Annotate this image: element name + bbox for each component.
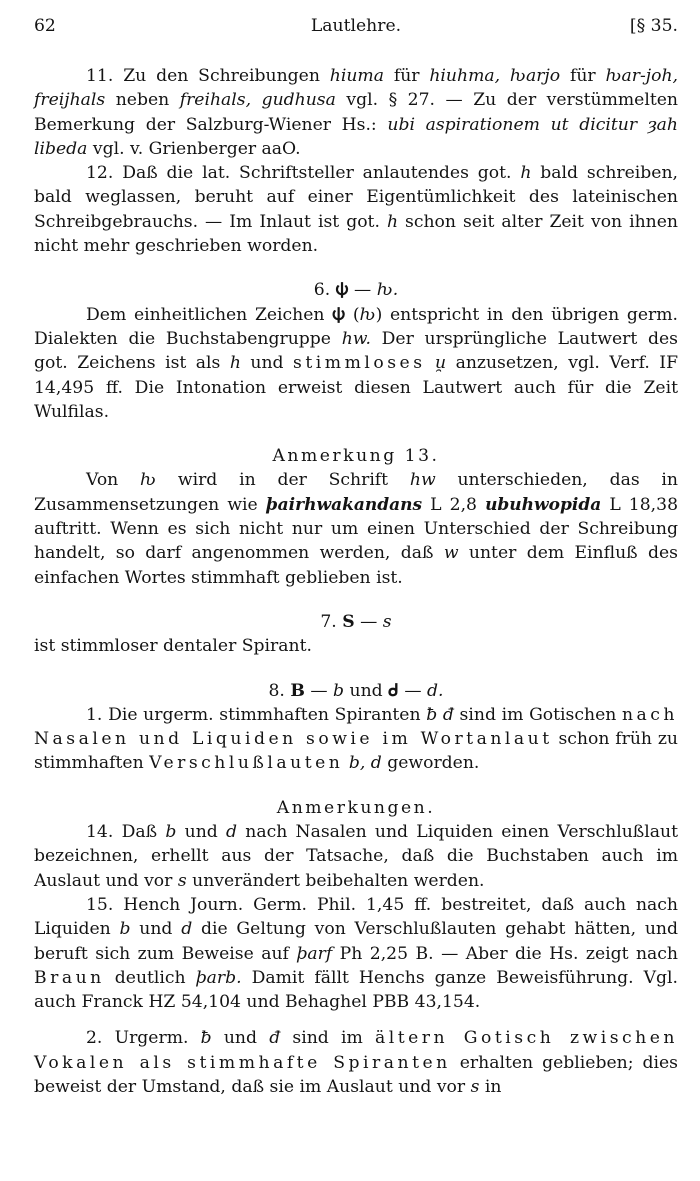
letter-group: hw: [409, 470, 436, 491]
section-number: 8.: [268, 680, 285, 701]
note-14: [34, 820, 678, 893]
text: die Geltung von Verschlußlauten gehabt hätten, und beruft sich zum Beweise auf: [34, 919, 678, 964]
page-number: 62: [34, 16, 56, 36]
text: neben: [105, 90, 180, 111]
spacer: [34, 258, 678, 278]
spacer: [34, 590, 678, 610]
gothic-letter: b: [165, 822, 177, 843]
latin-quote: ubi aspirationem ut dicitur ȝah libeda: [34, 114, 678, 159]
text: und: [176, 822, 227, 843]
section-number: 6.: [313, 280, 331, 301]
note-number: 12.: [86, 163, 114, 184]
gothic-word: ƕar-joh, freijhals: [34, 66, 678, 111]
text: Daß: [113, 822, 166, 843]
spacer: [34, 659, 678, 679]
gothic-letter: ƀ đ: [426, 704, 454, 725]
text: für: [383, 66, 430, 86]
text: Der ursprüngliche Lautwert des got. Zeichens ist als: [34, 328, 678, 374]
text: Ph 2,25 B. — Aber die Hs. zeigt nach: [332, 943, 678, 964]
gothic-sign: B: [290, 680, 305, 701]
text: unter dem Einfluß des einfachen Wortes stimmhaft geblieben ist.: [34, 543, 678, 588]
section-8-paragraph-1: [34, 703, 678, 776]
gothic-word: þarb.: [195, 967, 242, 988]
section-6-body: [34, 303, 678, 424]
text: Damit fällt Henchs ganze Beweisführung. Vgl. auch Franck HZ 54,104 und Behaghel PBB 43,154.: [34, 967, 678, 1013]
spacer: [34, 1014, 678, 1026]
gothic-letter: h: [229, 353, 241, 374]
section-7-body: ist stimmloser dentaler Spirant.: [34, 636, 312, 657]
gothic-letter: b, d: [348, 753, 382, 774]
text: Von: [86, 470, 141, 491]
gothic-word: freihals, gudhusa: [179, 90, 336, 111]
gothic-letter: b: [119, 919, 131, 940]
running-title: Lautlehre.: [310, 16, 402, 36]
gothic-letter: u̯: [435, 353, 447, 374]
transliteration: d.: [427, 680, 444, 701]
gothic-letter: s: [177, 870, 187, 891]
text: und: [211, 1028, 270, 1049]
note-11: [34, 64, 678, 161]
paragraph-number: 1.: [86, 704, 103, 725]
remarks-heading: Anmerkungen.: [276, 797, 436, 818]
gothic-word: þairhwakandans: [265, 494, 423, 515]
gothic-letter: h: [520, 163, 532, 184]
text: Hench Journ. Germ. Phil. 1,45 ff. bestreitet, daß auch nach Liquiden: [34, 894, 678, 940]
gothic-word: hiuhma, ƕarjo: [429, 66, 561, 86]
spacer: [34, 776, 678, 796]
section-7-heading: [34, 610, 678, 634]
dash: —: [354, 611, 383, 632]
remark-13-heading: Anmerkung 13.: [272, 446, 440, 467]
text: ) entspricht in den übrigen germ. Dialekten die Buchstabengruppe: [34, 304, 678, 349]
text: Urgerm.: [102, 1028, 201, 1049]
text: Die urgerm. stimmhaften Spiranten: [102, 704, 427, 725]
text: Daß die lat. Schriftsteller anlautendes got.: [113, 163, 521, 184]
text: sind im: [280, 1028, 375, 1049]
text: L 2,8: [422, 494, 486, 515]
text: vgl. § 27. — Zu der verstümmelten Bemerkung der Salzburg-Wiener Hs.:: [34, 90, 678, 135]
dash: —: [398, 680, 428, 701]
gothic-sign: 𐌸: [332, 304, 346, 325]
text: (: [345, 304, 360, 325]
remark-13-body: [34, 468, 678, 589]
dash: —: [348, 280, 377, 301]
transliteration: b: [333, 680, 345, 701]
paragraph-number: 2.: [86, 1028, 103, 1049]
transliteration: s: [382, 611, 392, 632]
section-reference: [§ 35.: [629, 16, 678, 36]
text: sind im Gotischen: [453, 704, 622, 725]
text: für: [560, 66, 606, 86]
letter-group: hw.: [341, 328, 371, 349]
text: geworden.: [381, 753, 480, 774]
text: vgl. v. Grienberger aaO.: [87, 138, 301, 159]
spaced-author-name: Braun: [34, 967, 105, 988]
gothic-letter: ƀ: [200, 1028, 212, 1049]
text: deutlich: [104, 967, 196, 988]
gothic-letter: đ: [269, 1028, 281, 1049]
section-6-heading: [34, 278, 678, 302]
text: bald schreiben, bald weglassen, beruht auf einer Eigentümlichkeit des lateinischen Schreibgebrauchs. — Im Inlaut ist got.: [34, 163, 678, 232]
text: erhalten geblieben; dies beweist der Umstand, daß sie im Auslaut und vor: [34, 1052, 678, 1097]
text: und: [344, 680, 389, 701]
text: L 18,38 auftritt. Wenn es sich nicht nur um einen Unterschied der Schreibung handelt, so darf angenommen werden, daß: [34, 494, 679, 564]
gothic-letter: d: [181, 919, 193, 940]
dash: —: [304, 680, 334, 701]
text: Dem einheitlichen Zeichen: [86, 304, 333, 325]
transliteration: ƕ.: [376, 280, 399, 301]
text: in: [479, 1076, 502, 1097]
note-12: [34, 161, 678, 258]
note-number: 14.: [86, 822, 114, 843]
text: Zu den Schreibungen: [113, 66, 330, 86]
gothic-word: hiuma: [329, 66, 384, 86]
note-number: 15.: [86, 894, 114, 915]
section-8-heading: [34, 679, 678, 703]
section-8-paragraph-2: [34, 1026, 678, 1099]
text: und: [130, 919, 182, 940]
gothic-word: þarf: [296, 943, 333, 964]
transliteration: ƕ: [140, 470, 157, 491]
transliteration: ƕ: [359, 304, 376, 325]
text: [426, 353, 436, 373]
text: schon seit alter Zeit von ihnen nicht mehr geschrieben worden.: [34, 211, 678, 257]
text: und: [240, 353, 294, 374]
spaced-emphasis: stimmloses: [293, 353, 426, 374]
text: anzusetzen, vgl. Verf. IF 14,495 ff. Die Intonation erweist diesen Lautwert auch für die Zeit Wulfilas.: [34, 353, 678, 422]
gothic-letter: h: [386, 211, 399, 232]
gothic-letter: s: [470, 1076, 480, 1097]
note-number: 11.: [86, 66, 114, 86]
spacer: [34, 424, 678, 444]
text: nach Nasalen und Liquiden einen Verschlußlaut bezeichnen, erhellt aus der Tatsache, daß die Buchstaben auch im Auslaut und vor: [34, 822, 679, 891]
spaced-emphasis: ältern Gotisch zwischen Vokalen als stimmhafte Spiranten: [34, 1028, 678, 1073]
spaced-emphasis: nach Nasalen und Liquiden sowie im Wortanlaut: [34, 704, 678, 750]
text: schon früh zu stimmhaften: [34, 729, 678, 774]
gothic-word: ubuhwopida: [485, 494, 602, 515]
gothic-sign: S: [342, 611, 355, 632]
gothic-sign: 𐌸: [335, 280, 349, 301]
gothic-letter: d: [226, 822, 238, 843]
page-header: [34, 10, 678, 40]
text: wird in der Schrift: [156, 470, 410, 491]
spaced-emphasis: Verschlußlauten: [149, 753, 344, 774]
text: unterschieden, das in Zusammensetzungen wie: [34, 470, 678, 515]
gothic-sign: ᑯ: [388, 680, 399, 701]
note-15: [34, 893, 678, 1014]
gothic-letter: w: [443, 543, 459, 564]
section-number: 7.: [320, 611, 337, 632]
text: unverändert beibehalten werden.: [186, 870, 485, 891]
